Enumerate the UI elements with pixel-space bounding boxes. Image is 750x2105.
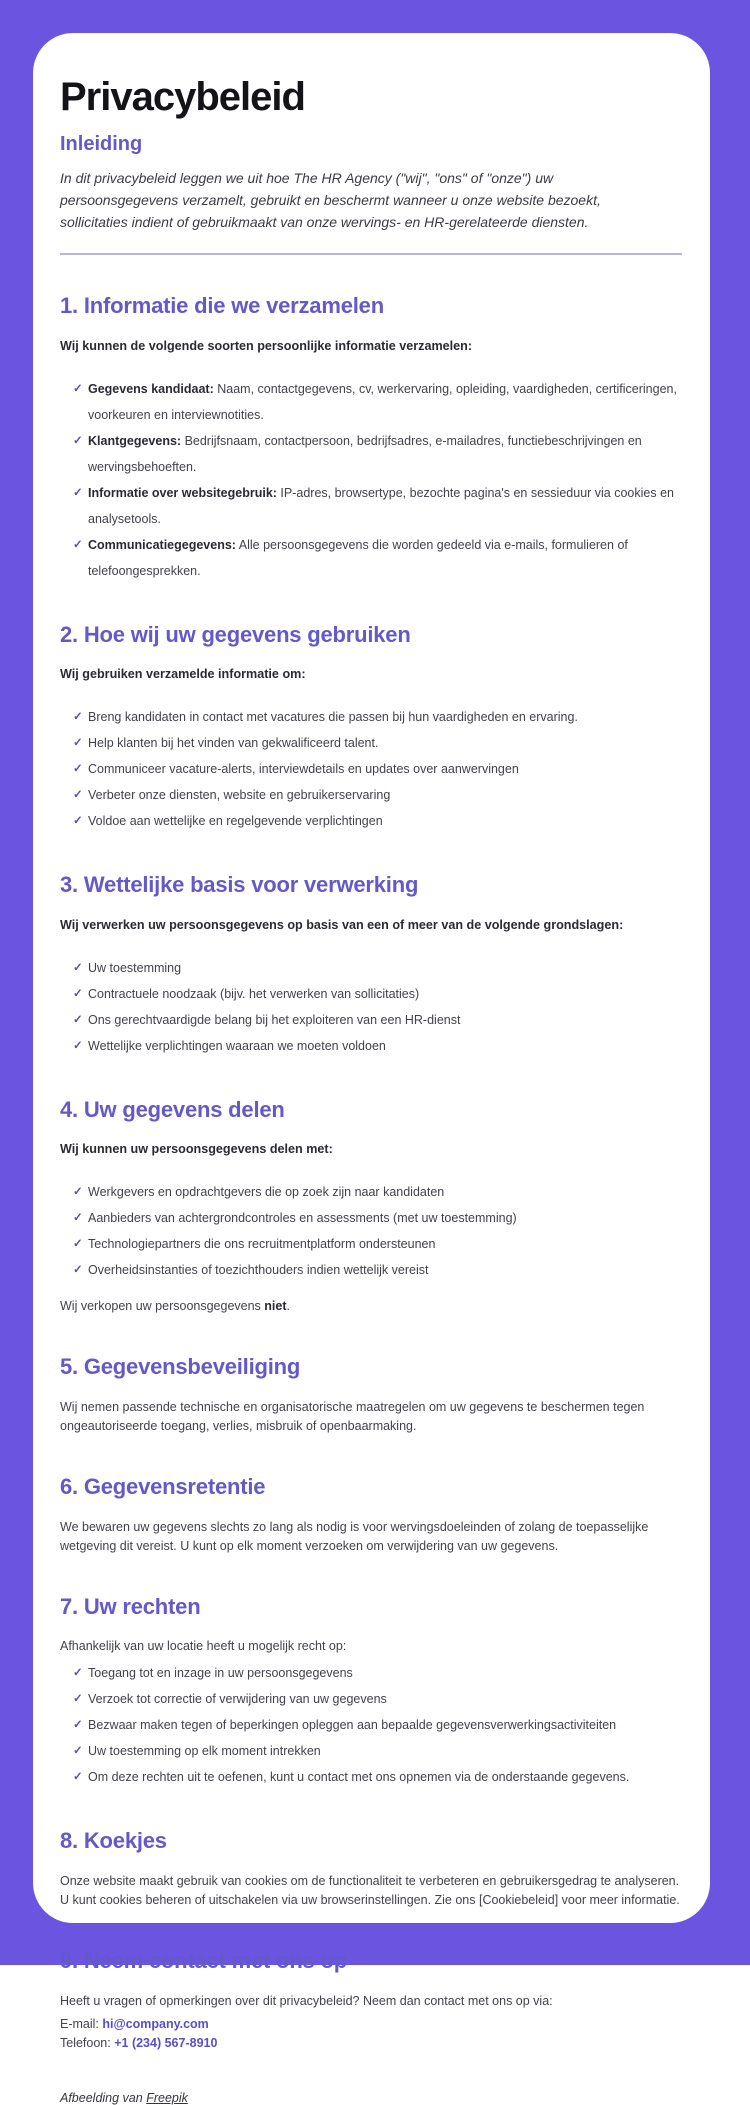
bullet-item	[73, 1257, 688, 1283]
page-title: Privacybeleid	[60, 75, 305, 119]
intro-paragraph: In dit privacybeleid leggen we uit hoe The HR Agency ("wij", "ons" of "onze") uw persoonsgegevens verzamelt, gebruikt en beschermt wanneer u onze website bezoekt, sollicitaties indient of gebruikmaakt van onze wervings- en HR-gerelateerde diensten.	[60, 170, 601, 230]
bullet-item	[73, 756, 688, 782]
contact-link[interactable]: hi@company.com	[102, 2016, 209, 2031]
bullet-item	[73, 1033, 688, 1059]
bullet-text: Ons gerechtvaardigde belang bij het exploiteren van een HR-dienst	[88, 1012, 461, 1027]
bullet-text: Toegang tot en inzage in uw persoonsgegevens	[88, 1666, 353, 1681]
section-heading: 8. Koekjes	[60, 1828, 167, 1854]
check-icon: ✓	[73, 987, 83, 1000]
bullet-text: Uw toestemming	[88, 960, 182, 975]
check-icon: ✓	[73, 1719, 83, 1732]
check-icon: ✓	[73, 1771, 83, 1784]
policy-section	[60, 620, 688, 835]
paragraph-text: Wij nemen passende technische en organisatorische maatregelen om uw gegevens te beschermen tegen ongeautoriseerde toegang, verlies, misbruik of openbaarmaking.	[60, 1400, 645, 1433]
bullet-item	[73, 1686, 688, 1712]
bullet-item	[73, 1179, 688, 1205]
section-lead: Wij kunnen uw persoonsgegevens delen met:	[60, 1142, 333, 1157]
bullet-item	[73, 428, 688, 480]
policy-section	[60, 1095, 688, 1317]
bullet-text: Technologiepartners die ons recruitmentplatform ondersteunen	[88, 1237, 436, 1252]
privacy-policy-card	[33, 33, 710, 2105]
bullet-text: Breng kandidaten in contact met vacatures die passen bij hun vaardigheden en ervaring.	[88, 710, 578, 725]
intro-section	[60, 131, 688, 233]
bullet-item	[73, 782, 688, 808]
bullet-text: Naam, contactgegevens, cv, werkervaring, opleiding, vaardigheden, certificeringen, voorkeuren en interviewnotities.	[88, 381, 677, 422]
check-icon: ✓	[73, 382, 83, 395]
bullet-list	[73, 376, 688, 584]
check-icon: ✓	[73, 1039, 83, 1052]
bullet-item	[73, 955, 688, 981]
check-icon: ✓	[73, 434, 83, 447]
bullet-text: Werkgevers en opdrachtgevers die op zoek zijn naar kandidaten	[88, 1185, 445, 1200]
contact-label: Telefoon:	[60, 2035, 115, 2050]
section-lead: Wij kunnen de volgende soorten persoonlijke informatie verzamelen:	[60, 338, 473, 353]
bullet-text: Bezwaar maken tegen of beperkingen opleggen aan bepaalde gegevensverwerkingsactiviteiten	[88, 1718, 617, 1733]
bullet-text: Voldoe aan wettelijke en regelgevende verplichtingen	[88, 814, 383, 829]
bullet-text: Aanbieders van achtergrondcontroles en assessments (met uw toestemming)	[88, 1211, 517, 1226]
bullet-list	[73, 1660, 688, 1790]
section-heading: 9. Neem contact met ons op	[60, 1948, 347, 1974]
section-paragraph	[60, 1297, 688, 1316]
policy-section	[60, 1946, 688, 2053]
sections-container	[60, 291, 688, 2053]
section-paragraph	[60, 1637, 688, 1656]
bullet-item	[73, 376, 688, 428]
policy-section	[60, 291, 688, 584]
bullet-list	[73, 955, 688, 1059]
bullet-text: Help klanten bij het vinden van gekwalificeerd talent.	[88, 736, 379, 751]
section-heading: 4. Uw gegevens delen	[60, 1096, 285, 1122]
bullet-term: Communicatiegegevens:	[88, 537, 236, 552]
bullet-item	[73, 1712, 688, 1738]
paragraph-text: .	[286, 1299, 290, 1314]
policy-section	[60, 1826, 688, 1910]
bullet-text: Om deze rechten uit te oefenen, kunt u contact met ons opnemen via de onderstaande gegevens.	[88, 1770, 630, 1785]
bullet-text: Contractuele noodzaak (bijv. het verwerken van sollicitaties)	[88, 986, 420, 1001]
contact-line	[60, 2015, 688, 2034]
section-paragraph	[60, 1992, 688, 2011]
paragraph-text: Heeft u vragen of opmerkingen over dit privacybeleid? Neem dan contact met ons op via:	[60, 1993, 553, 2008]
check-icon: ✓	[73, 486, 83, 499]
policy-section	[60, 1352, 688, 1436]
check-icon: ✓	[73, 1264, 83, 1277]
bullet-text: Bedrijfsnaam, contactpersoon, bedrijfsadres, e-mailadres, functiebeschrijvingen en wervingsbehoeften.	[88, 433, 642, 474]
image-credit-text: Afbeelding van	[60, 2090, 147, 2105]
bullet-item	[73, 704, 688, 730]
check-icon: ✓	[73, 1667, 83, 1680]
bullet-item	[73, 1231, 688, 1257]
policy-section	[60, 870, 688, 1059]
policy-section	[60, 1592, 688, 1791]
check-icon: ✓	[73, 1693, 83, 1706]
section-heading: 1. Informatie die we verzamelen	[60, 293, 384, 318]
section-lead: Wij gebruiken verzamelde informatie om:	[60, 667, 306, 682]
check-icon: ✓	[73, 763, 83, 776]
bullet-text: Verbeter onze diensten, website en gebruikerservaring	[88, 788, 391, 803]
section-heading: 7. Uw rechten	[60, 1593, 201, 1619]
check-icon: ✓	[73, 1212, 83, 1225]
bullet-text: Overheidsinstanties of toezichthouders indien wettelijk vereist	[88, 1263, 429, 1278]
bullet-term: Informatie over websitegebruik:	[88, 485, 277, 500]
divider	[60, 253, 682, 255]
section-heading: 6. Gegevensretentie	[60, 1474, 266, 1499]
paragraph-text: Wij verkopen uw persoonsgegevens	[60, 1299, 265, 1314]
contact-line	[60, 2034, 688, 2053]
section-paragraph	[60, 1872, 688, 1910]
bullet-term: Klantgegevens:	[88, 433, 182, 448]
check-icon: ✓	[73, 961, 83, 974]
policy-section	[60, 1472, 688, 1556]
section-heading: 5. Gegevensbeveiliging	[60, 1354, 301, 1380]
paragraph-text: Onze website maakt gebruik van cookies om de functionaliteit te verbeteren en gebruikersgedrag te analyseren. U kunt cookies beheren of uitschakelen via uw browserinstellingen. Zie ons [Cookiebeleid] voor meer informatie.	[60, 1874, 680, 1908]
check-icon: ✓	[73, 538, 83, 551]
check-icon: ✓	[73, 711, 83, 724]
bullet-text: Alle persoonsgegevens die worden gedeeld via e-mails, formulieren of telefoongesprekken.	[88, 537, 628, 578]
paragraph-text: We bewaren uw gegevens slechts zo lang als nodig is voor wervingsdoeleinden of zolang de toepasselijke wetgeving dit vereist. U kunt op elk moment verzoeken om verwijdering van uw gegevens.	[60, 1519, 649, 1553]
bullet-list	[73, 704, 688, 834]
section-paragraph	[60, 1398, 688, 1436]
bullet-item	[73, 532, 688, 584]
image-credit	[60, 2091, 688, 2105]
section-lead: Wij verwerken uw persoonsgegevens op basis van een of meer van de volgende grondslagen:	[60, 917, 624, 932]
bullet-item	[73, 1007, 688, 1033]
check-icon: ✓	[73, 1745, 83, 1758]
paragraph-text: Afhankelijk van uw locatie heeft u mogelijk recht op:	[60, 1639, 347, 1654]
section-heading: 3. Wettelijke basis voor verwerking	[60, 872, 419, 898]
check-icon: ✓	[73, 789, 83, 802]
check-icon: ✓	[73, 1186, 83, 1199]
intro-heading: Inleiding	[60, 133, 143, 155]
bullet-item	[73, 1205, 688, 1231]
bullet-list	[73, 1179, 688, 1283]
section-heading: 2. Hoe wij uw gegevens gebruiken	[60, 621, 411, 647]
check-icon: ✓	[73, 737, 83, 750]
emphasis-text: niet	[264, 1299, 287, 1314]
check-icon: ✓	[73, 1013, 83, 1026]
check-icon: ✓	[73, 1238, 83, 1251]
bullet-item	[73, 730, 688, 756]
contact-label: E-mail:	[60, 2016, 103, 2031]
check-icon: ✓	[73, 815, 83, 828]
bullet-text: IP-adres, browsertype, bezochte pagina's en sessieduur via cookies en analysetools.	[88, 485, 674, 526]
bullet-item	[73, 981, 688, 1007]
bullet-text: Communiceer vacature-alerts, interviewdetails en updates over aanwervingen	[88, 762, 519, 777]
bullet-text: Uw toestemming op elk moment intrekken	[88, 1744, 321, 1759]
bullet-item	[73, 1660, 688, 1686]
bullet-term: Gegevens kandidaat:	[88, 381, 214, 396]
bullet-item	[73, 1738, 688, 1764]
bullet-item	[73, 1764, 688, 1790]
bullet-item	[73, 808, 688, 834]
bullet-text: Wettelijke verplichtingen waaraan we moeten voldoen	[88, 1038, 386, 1053]
section-paragraph	[60, 1518, 688, 1556]
freepik-link[interactable]: Freepik	[146, 2090, 188, 2105]
contact-link[interactable]: +1 (234) 567-8910	[114, 2035, 218, 2050]
bullet-text: Verzoek tot correctie of verwijdering van uw gegevens	[88, 1692, 387, 1707]
bullet-item	[73, 480, 688, 532]
